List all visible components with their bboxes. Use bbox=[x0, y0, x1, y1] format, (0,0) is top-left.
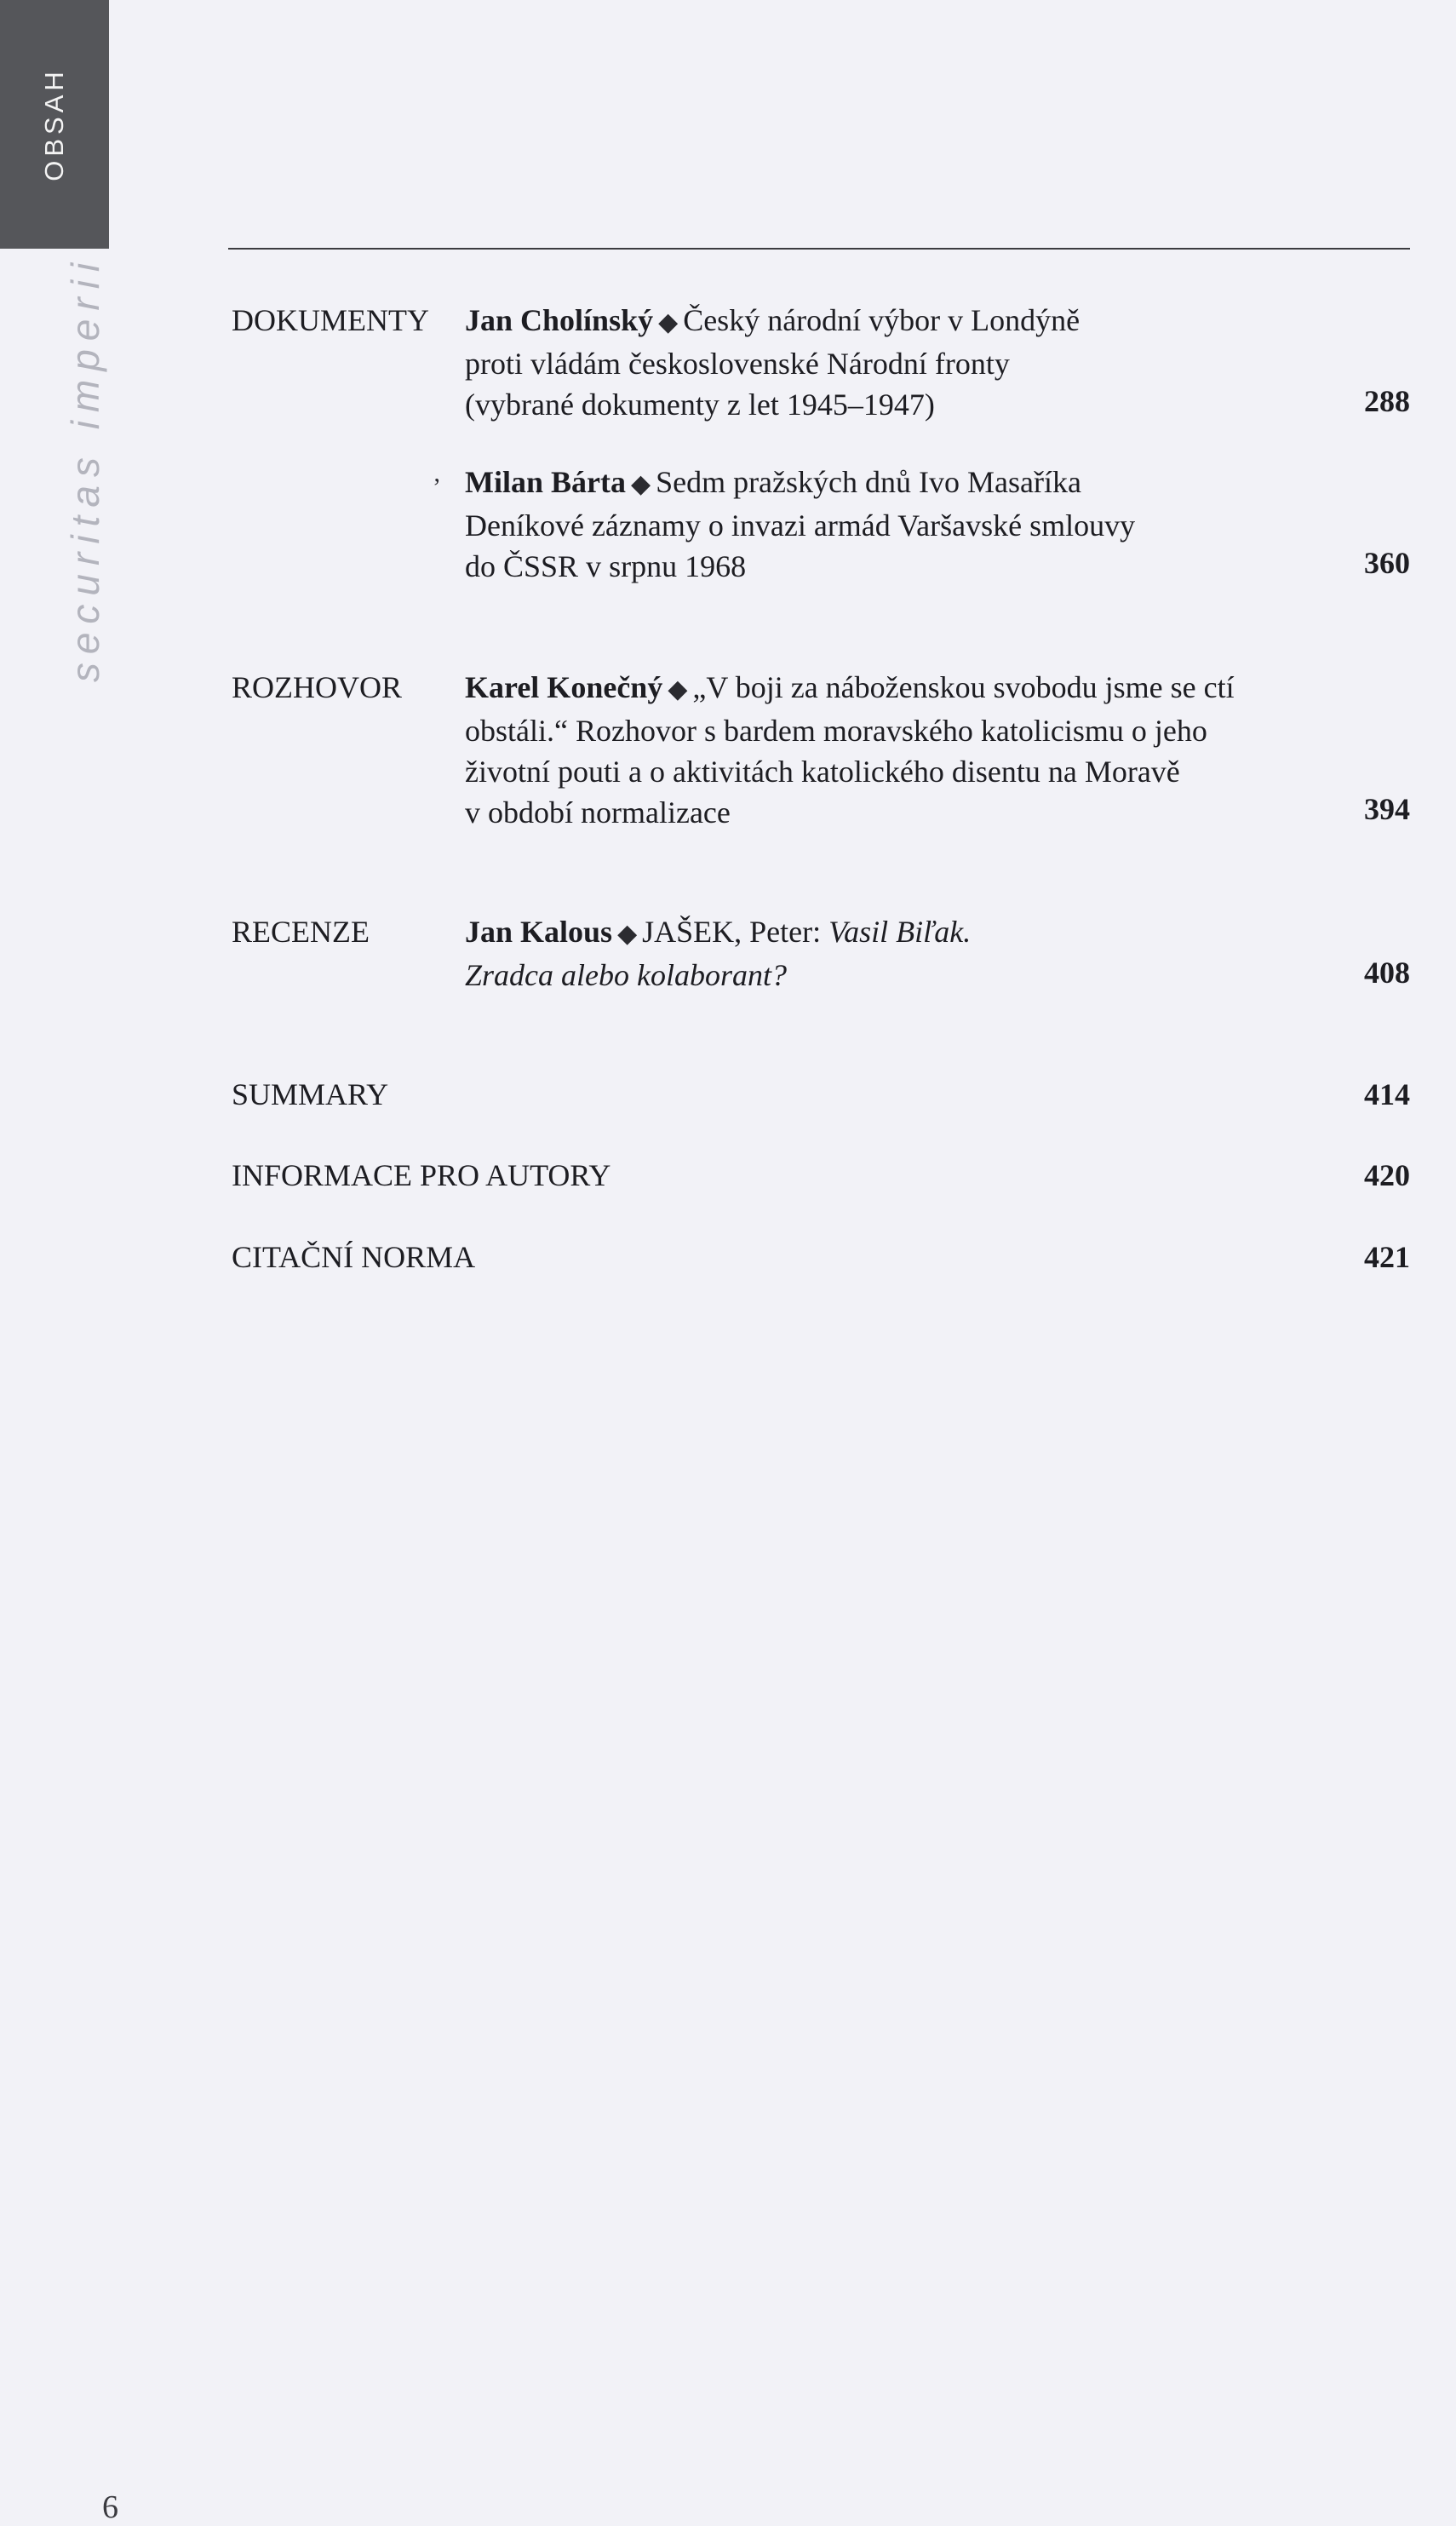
diamond-separator-icon: ◆ bbox=[668, 675, 688, 703]
diamond-separator-icon: ◆ bbox=[617, 920, 638, 948]
entry-book-title: Vasil Biľak. bbox=[828, 915, 972, 949]
stray-mark: ʼ bbox=[433, 474, 441, 502]
section-label-recenze: RECENZE bbox=[232, 915, 370, 949]
toc-item-page-number: 420 bbox=[1364, 1158, 1410, 1192]
toc-entry-konecny[interactable] bbox=[465, 667, 1333, 833]
entry-title-line: (vybrané dokumenty z let 1945–1947) bbox=[465, 388, 935, 422]
entry-book-subtitle: Zradca alebo kolaborant? bbox=[465, 958, 787, 992]
entry-title-line: životní pouti a o aktivitách katolického disentu na Moravě bbox=[465, 755, 1180, 789]
entry-page-number: 288 bbox=[1364, 384, 1410, 418]
entry-title-line: Sedm pražských dnů Ivo Masaříka bbox=[656, 465, 1081, 499]
section-tab-label: OBSAH bbox=[39, 67, 69, 181]
toc-item-page-number: 421 bbox=[1364, 1240, 1410, 1274]
toc-item-citacni-norma[interactable]: CITAČNÍ NORMA bbox=[232, 1240, 476, 1274]
toc-item-page-number: 414 bbox=[1364, 1077, 1410, 1111]
top-rule bbox=[228, 248, 1410, 250]
entry-title-line: proti vládám československé Národní fronty bbox=[465, 347, 1010, 381]
diamond-separator-icon: ◆ bbox=[658, 308, 679, 336]
entry-title-prefix: JAŠEK, Peter: bbox=[642, 915, 829, 949]
section-label-dokumenty: DOKUMENTY bbox=[232, 303, 429, 337]
entry-title-line: do ČSSR v srpnu 1968 bbox=[465, 549, 747, 583]
page-number: 6 bbox=[102, 2489, 118, 2525]
entry-line bbox=[465, 911, 1333, 955]
entry-author: Milan Bárta bbox=[465, 465, 626, 499]
entry-page-number: 408 bbox=[1364, 956, 1410, 990]
journal-name-vertical: securitas imperii bbox=[63, 254, 107, 683]
entry-line bbox=[465, 667, 1333, 710]
section-label-rozhovor: ROZHOVOR bbox=[232, 670, 403, 704]
toc-entry-cholinsky[interactable] bbox=[465, 300, 1333, 425]
diamond-separator-icon: ◆ bbox=[630, 470, 651, 498]
entry-line bbox=[465, 462, 1333, 505]
entry-line bbox=[465, 300, 1333, 343]
entry-title-line: Český národní výbor v Londýně bbox=[683, 303, 1081, 337]
section-tab bbox=[0, 0, 109, 249]
entry-author: Karel Konečný bbox=[465, 670, 663, 704]
toc-entry-kalous[interactable] bbox=[465, 911, 1333, 996]
entry-title-line: obstáli.“ Rozhovor s bardem moravského katolicismu o jeho bbox=[465, 714, 1207, 748]
entry-title-line: Deníkové záznamy o invazi armád Varšavské smlouvy bbox=[465, 508, 1136, 543]
entry-author: Jan Cholínský bbox=[465, 303, 654, 337]
toc-item-summary[interactable]: SUMMARY bbox=[232, 1077, 389, 1111]
entry-page-number: 394 bbox=[1364, 792, 1410, 826]
entry-author: Jan Kalous bbox=[465, 915, 613, 949]
toc-entry-barta[interactable] bbox=[465, 462, 1333, 587]
entry-title-line: „V boji za náboženskou svobodu jsme se ctí bbox=[692, 670, 1235, 704]
entry-title-line: v období normalizace bbox=[465, 795, 731, 830]
toc-item-informace-pro-autory[interactable]: INFORMACE PRO AUTORY bbox=[232, 1158, 611, 1192]
entry-page-number: 360 bbox=[1364, 546, 1410, 580]
